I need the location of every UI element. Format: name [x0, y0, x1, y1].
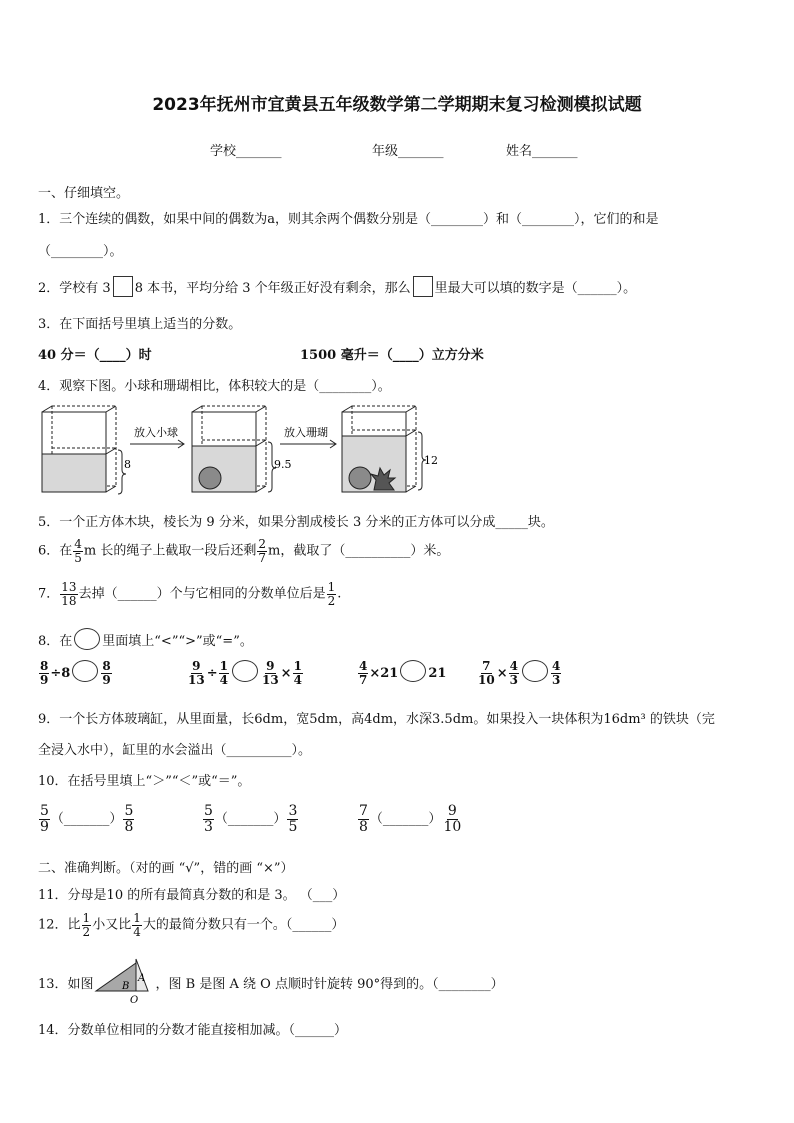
question-12: 12．比 $\frac{1}{2}$ 小又比 $\frac{1}{4}$ 大的最简分数只有一个。（______） [38, 911, 345, 939]
page-title: 2023年抚州市宜黄县五年级数学第二学期期末复习检测模拟试题 [152, 95, 642, 115]
answer-blank: （_______） [214, 811, 287, 827]
question-5: 5．一个正方体木块，棱长为 9 分米，如果分割成棱长 3 分米的正方体可以分成_____块。 [38, 515, 554, 530]
q7-text-b: 去掉（______）个与它相同的分数单位后是 [78, 586, 326, 602]
q8-expr-2: $\frac{9}{13}$ ÷ $\frac{1}{4}$ $\frac{9}{13}$ × $\frac{1}{4}$ [188, 659, 302, 687]
q12-text-a: 12．比 [38, 917, 81, 933]
q4-figure [38, 404, 448, 496]
q12-text-b: 小又比 [92, 917, 132, 933]
q8-expr-1: $\frac{8}{9}$ ÷8 $\frac{8}{9}$ [40, 659, 111, 687]
height-label-2: 9.5 [274, 458, 292, 471]
height-label-3: 12 [424, 454, 438, 467]
q2-text-c: 里最大可以填的数字是（______）。 [434, 281, 637, 296]
q13-text-a: 13．如图 [38, 977, 94, 992]
question-1-line1: 1．三个连续的偶数，如果中间的偶数为a，则其余两个偶数分别是（________）和（________），它们的和是 [38, 212, 659, 227]
q6-text-b: m 长的绳子上截取一段后还剩 [83, 543, 257, 559]
q2-text-b: 8 本书，平均分给 3 个年级正好没有剩余，那么 [134, 281, 411, 296]
rotation-figure [94, 955, 156, 1005]
answer-blank: （_______） [369, 811, 442, 827]
q8-expr-3: $\frac{4}{7}$ ×21 21 [359, 659, 447, 687]
question-10: 10．在括号里填上“＞”“＜”或“＝”。 [38, 774, 251, 789]
question-13 [38, 955, 504, 1005]
question-11: 11．分母是10 的所有最简真分数的和是 3。 （___） [38, 888, 346, 903]
digit-box [113, 276, 133, 297]
q6-text-a: 6．在 [38, 543, 73, 559]
fraction: $\frac{13}{18}$ [61, 580, 77, 608]
q6-text-c: m，截取了（__________）米。 [268, 543, 450, 559]
fig-label-o: O [129, 995, 138, 1005]
q13-text-b: ，图 B 是图 A 绕 O 点顺时针旋转 90°得到的。（________） [155, 977, 504, 992]
q10-pair-1: $\frac{5}{9}$ （_______） $\frac{5}{8}$ [40, 803, 134, 835]
q10-pair-3: $\frac{7}{8}$ （_______） $\frac{9}{10}$ [359, 803, 462, 835]
fraction: $\frac{1}{2}$ [327, 580, 336, 608]
q3-left: 40 分＝（____）时 [38, 348, 152, 363]
question-8 [38, 628, 253, 650]
question-9-line1: 9．一个长方体玻璃缸，从里面量，长6dm，宽5dm，高4dm，水深3.5dm。如果投入一块体积为16dm³ 的铁块（完 [38, 712, 715, 727]
question-4: 4．观察下图。小球和珊瑚相比，体积较大的是（________）。 [38, 379, 391, 394]
q2-text-a: 2．学校有 3 [38, 281, 111, 296]
fig-label-b: B [121, 981, 129, 992]
compare-circle [72, 660, 98, 682]
compare-circle [232, 660, 258, 682]
grade-field: 年级_______ [372, 144, 444, 159]
question-7 [38, 581, 341, 607]
fig-label-a: A [137, 973, 145, 984]
compare-circle [400, 660, 426, 682]
answer-blank: （_______） [50, 811, 123, 827]
q7-text-a: 7． [38, 586, 60, 602]
question-9-line2: 全浸入水中），缸里的水会溢出（__________）。 [38, 743, 312, 758]
fraction: $\frac{2}{7}$ [258, 537, 267, 565]
question-14: 14．分数单位相同的分数才能直接相加减。（______） [38, 1023, 348, 1038]
q12-text-c: 大的最简分数只有一个。（______） [142, 917, 345, 933]
question-1-line2: （________）。 [38, 244, 123, 259]
q8-text-b: 里面填上“<”“>”或“=”。 [102, 634, 253, 649]
height-label-1: 8 [124, 458, 131, 471]
question-6 [38, 538, 449, 564]
section-heading-1: 一、仔细填空。 [38, 186, 130, 201]
question-3: 3．在下面括号里填上适当的分数。 [38, 317, 242, 332]
compare-circle [522, 660, 548, 682]
compare-circle [74, 628, 100, 650]
q8-expr-4: $\frac{7}{10}$ × $\frac{4}{3}$ $\frac{4}{3}$ [478, 659, 561, 687]
school-field: 学校_______ [210, 144, 282, 159]
arrow2-label: 放入珊瑚 [284, 426, 328, 439]
question-2 [38, 276, 636, 297]
q10-pair-2: $\frac{5}{3}$ （_______） $\frac{3}{5}$ [204, 803, 298, 835]
section-heading-2: 二、准确判断。（对的画 “√”，错的画 “×”） [38, 861, 294, 876]
name-field: 姓名_______ [506, 144, 578, 159]
arrow1-label: 放入小球 [134, 426, 178, 439]
q8-text-a: 8．在 [38, 634, 73, 649]
digit-box [413, 276, 433, 297]
q3-right: 1500 毫升＝（____）立方分米 [300, 348, 484, 363]
q7-text-c: . [337, 586, 342, 602]
fraction: $\frac{4}{5}$ [74, 537, 82, 565]
